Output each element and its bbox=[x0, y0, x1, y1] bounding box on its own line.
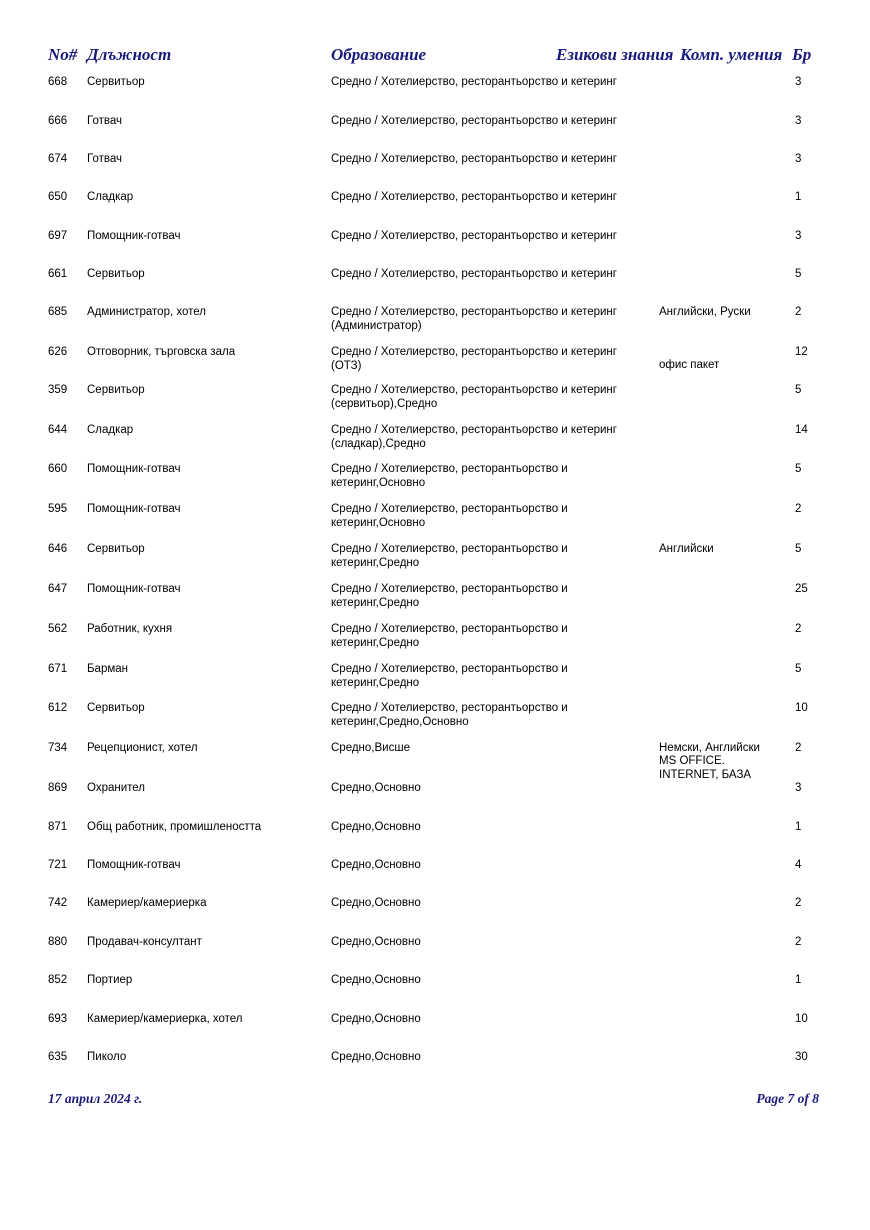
row-job-title: Сервитьор bbox=[87, 76, 145, 88]
row-number: 595 bbox=[48, 503, 68, 515]
row-number: 359 bbox=[48, 384, 68, 396]
row-education: Средно,Основно bbox=[331, 1051, 421, 1063]
row-number: 626 bbox=[48, 346, 68, 358]
row-count: 25 bbox=[795, 583, 808, 595]
row-education: Средно / Хотелиерство, ресторантьорство и кетеринг,Средно bbox=[331, 583, 568, 609]
row-count: 3 bbox=[795, 115, 802, 127]
row-job-title: Портиер bbox=[87, 974, 133, 986]
row-education: Средно / Хотелиерство, ресторантьорство и кетеринг,Средно,Основно bbox=[331, 702, 568, 728]
row-education: Средно,Основно bbox=[331, 897, 421, 909]
row-job-title: Сервитьор bbox=[87, 384, 145, 396]
row-education: Средно,Основно bbox=[331, 782, 421, 794]
row-job-title: Сладкар bbox=[87, 191, 134, 203]
row-job-title: Общ работник, промишлеността bbox=[87, 821, 262, 833]
header-job: Длъжност bbox=[87, 45, 172, 64]
row-number: 671 bbox=[48, 663, 68, 675]
row-count: 5 bbox=[795, 463, 802, 475]
row-number: 666 bbox=[48, 115, 68, 127]
row-count: 2 bbox=[795, 897, 802, 909]
row-languages: Немски, Английски bbox=[659, 742, 760, 754]
row-education: Средно / Хотелиерство, ресторантьорство и кетеринг,Средно bbox=[331, 663, 568, 689]
row-job-title: Работник, кухня bbox=[87, 623, 173, 635]
row-job-title: Пиколо bbox=[87, 1051, 127, 1063]
row-number: 721 bbox=[48, 859, 68, 871]
row-education: Средно / Хотелиерство, ресторантьорство и кетеринг,Основно bbox=[331, 463, 568, 489]
row-job-title: Камериер/камериерка, хотел bbox=[87, 1013, 243, 1025]
row-job-title: Готвач bbox=[87, 153, 122, 165]
row-count: 3 bbox=[795, 153, 802, 165]
row-count: 5 bbox=[795, 663, 802, 675]
row-number: 612 bbox=[48, 702, 68, 714]
row-number: 674 bbox=[48, 153, 68, 165]
row-number: 742 bbox=[48, 897, 68, 909]
row-number: 635 bbox=[48, 1051, 68, 1063]
row-count: 3 bbox=[795, 782, 802, 794]
row-job-title: Помощник-готвач bbox=[87, 463, 181, 475]
row-education: Средно,Основно bbox=[331, 859, 421, 871]
row-education: Средно / Хотелиерство, ресторантьорство и кетеринг (сервитьор),Средно bbox=[331, 384, 617, 410]
row-education: Средно / Хотелиерство, ресторантьорство и кетеринг bbox=[331, 191, 617, 203]
row-count: 10 bbox=[795, 1013, 808, 1025]
row-count: 1 bbox=[795, 191, 802, 203]
row-number: 644 bbox=[48, 424, 68, 436]
row-number: 685 bbox=[48, 306, 68, 318]
row-job-title: Сервитьор bbox=[87, 268, 145, 280]
row-number: 660 bbox=[48, 463, 68, 475]
row-education: Средно,Основно bbox=[331, 936, 421, 948]
row-count: 3 bbox=[795, 230, 802, 242]
header-count: Бр bbox=[792, 45, 812, 64]
row-education: Средно / Хотелиерство, ресторантьорство и кетеринг,Средно bbox=[331, 623, 568, 649]
row-number: 693 bbox=[48, 1013, 68, 1025]
row-count: 30 bbox=[795, 1051, 808, 1063]
row-education: Средно / Хотелиерство, ресторантьорство и кетеринг bbox=[331, 115, 617, 127]
row-job-title: Помощник-готвач bbox=[87, 583, 181, 595]
row-count: 12 bbox=[795, 346, 808, 358]
row-count: 3 bbox=[795, 76, 802, 88]
row-education: Средно / Хотелиерство, ресторантьорство и кетеринг (ОТЗ) bbox=[331, 346, 617, 372]
footer-page-number: Page 7 of 8 bbox=[756, 1091, 819, 1106]
header-education: Образование bbox=[331, 45, 427, 64]
row-job-title: Помощник-готвач bbox=[87, 230, 181, 242]
row-job-title: Барман bbox=[87, 663, 128, 675]
row-education: Средно / Хотелиерство, ресторантьорство и кетеринг (сладкар),Средно bbox=[331, 424, 617, 450]
row-education: Средно,Основно bbox=[331, 1013, 421, 1025]
row-job-title: Охранител bbox=[87, 782, 145, 794]
row-count: 1 bbox=[795, 821, 802, 833]
row-count: 2 bbox=[795, 742, 802, 754]
row-job-title: Сервитьор bbox=[87, 702, 145, 714]
row-count: 2 bbox=[795, 623, 802, 635]
row-job-title: Камериер/камериерка bbox=[87, 897, 207, 909]
row-computer-skills: MS OFFICE. INTERNET, БАЗА bbox=[659, 755, 752, 781]
row-education: Средно,Основно bbox=[331, 821, 421, 833]
row-job-title: Продавач-консултант bbox=[87, 936, 202, 948]
row-count: 5 bbox=[795, 384, 802, 396]
row-education: Средно / Хотелиерство, ресторантьорство и кетеринг bbox=[331, 268, 617, 280]
row-count: 2 bbox=[795, 306, 802, 318]
row-count: 14 bbox=[795, 424, 808, 436]
row-count: 5 bbox=[795, 543, 802, 555]
row-education: Средно,Висше bbox=[331, 742, 410, 754]
row-number: 880 bbox=[48, 936, 68, 948]
row-number: 661 bbox=[48, 268, 68, 280]
row-count: 2 bbox=[795, 503, 802, 515]
row-job-title: Рецепционист, хотел bbox=[87, 742, 198, 754]
row-education: Средно / Хотелиерство, ресторантьорство и кетеринг bbox=[331, 153, 617, 165]
row-count: 1 bbox=[795, 974, 802, 986]
row-count: 10 bbox=[795, 702, 808, 714]
row-languages: Английски, Руски bbox=[659, 306, 751, 318]
row-number: 852 bbox=[48, 974, 68, 986]
row-languages: Английски bbox=[659, 543, 714, 555]
row-job-title: Помощник-готвач bbox=[87, 503, 181, 515]
row-education: Средно / Хотелиерство, ресторантьорство и кетеринг bbox=[331, 230, 617, 242]
row-job-title: Готвач bbox=[87, 115, 122, 127]
row-education: Средно / Хотелиерство, ресторантьорство и кетеринг (Администратор) bbox=[331, 306, 617, 332]
row-job-title: Сервитьор bbox=[87, 543, 145, 555]
row-number: 869 bbox=[48, 782, 68, 794]
row-count: 4 bbox=[795, 859, 802, 871]
row-education: Средно / Хотелиерство, ресторантьорство и кетеринг,Основно bbox=[331, 503, 568, 529]
row-count: 5 bbox=[795, 268, 802, 280]
header-languages: Езикови знания bbox=[556, 45, 674, 64]
row-job-title: Администратор, хотел bbox=[87, 306, 206, 318]
row-education: Средно / Хотелиерство, ресторантьорство и кетеринг bbox=[331, 76, 617, 88]
row-number: 647 bbox=[48, 583, 68, 595]
row-number: 734 bbox=[48, 742, 68, 754]
row-education: Средно / Хотелиерство, ресторантьорство и кетеринг,Средно bbox=[331, 543, 568, 569]
row-number: 650 bbox=[48, 191, 68, 203]
row-number: 646 bbox=[48, 543, 68, 555]
row-number: 668 bbox=[48, 76, 68, 88]
row-job-title: Помощник-готвач bbox=[87, 859, 181, 871]
row-number: 562 bbox=[48, 623, 68, 635]
row-count: 2 bbox=[795, 936, 802, 948]
row-computer-skills: офис пакет bbox=[659, 359, 720, 371]
row-number: 697 bbox=[48, 230, 68, 242]
row-job-title: Отговорник, търговска зала bbox=[87, 346, 236, 358]
footer-date: 17 април 2024 г. bbox=[48, 1091, 143, 1106]
row-job-title: Сладкар bbox=[87, 424, 134, 436]
row-education: Средно,Основно bbox=[331, 974, 421, 986]
header-computer-skills: Комп. умения bbox=[680, 45, 783, 64]
row-number: 871 bbox=[48, 821, 68, 833]
header-no: No# bbox=[48, 45, 78, 64]
